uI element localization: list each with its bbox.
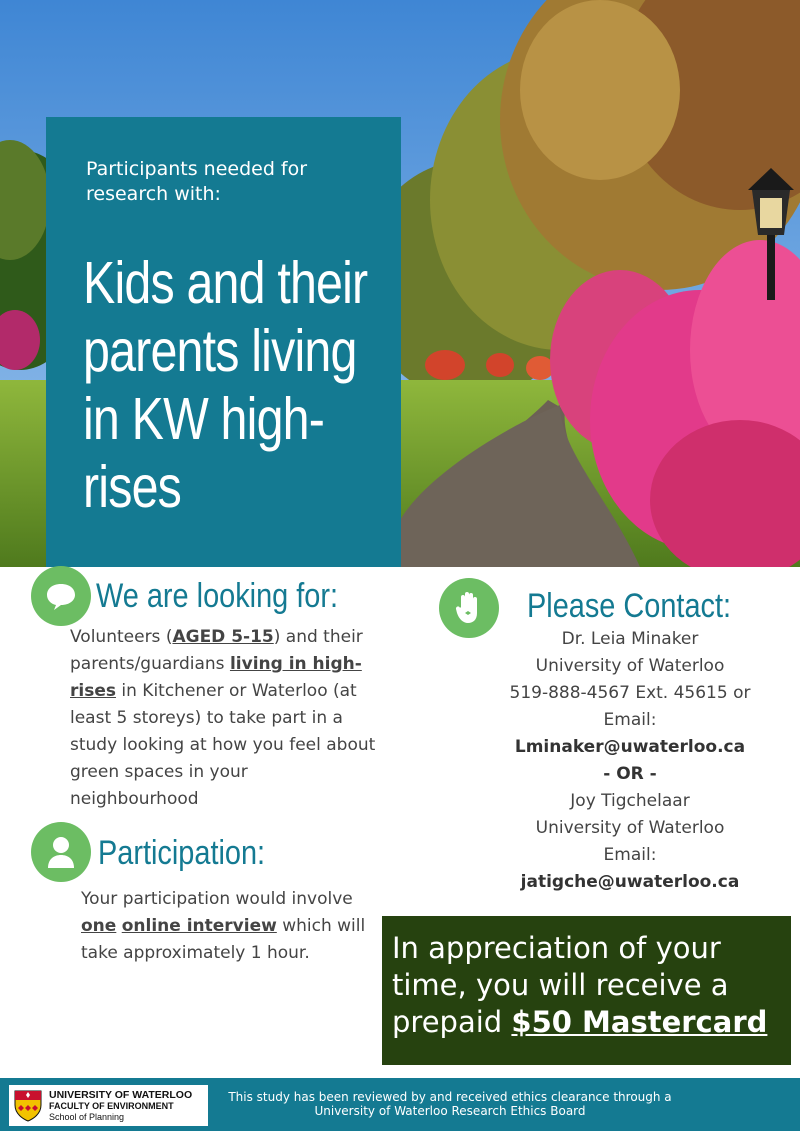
one-emphasis: one [81, 916, 117, 936]
participation-text: Your participation would involve one online interview which will take approximately 1 hour. [81, 889, 366, 963]
crest-icon [13, 1089, 43, 1122]
footer [0, 1078, 800, 1131]
logo-school: School of Planning [49, 1112, 125, 1122]
email-label-2: Email: [603, 845, 657, 865]
online-interview-emphasis: online interview [121, 916, 277, 936]
email-link-2[interactable]: jatigche@uwaterloo.ca [520, 872, 740, 892]
living-in-high-rises: living in high-rises [70, 654, 362, 701]
reward-amount: $50 Mastercard [511, 1005, 768, 1039]
title-box [46, 117, 401, 567]
reward-box [382, 916, 791, 1065]
contact-details [500, 626, 760, 896]
logo-university: UNIVERSITY OF WATERLOO [49, 1089, 193, 1101]
contact-phone: 519-888-4567 Ext. 45615 or [509, 683, 751, 703]
looking-for-text: Volunteers (AGED 5-15) and their parents/guardians living in high-rises in Kitchener or Waterloo (at least 5 storeys) to take part in a study looking at how you feel about green spaces in your neighbourhood [70, 627, 376, 809]
or-separator: - OR - [603, 764, 657, 784]
email-link-1[interactable]: Lminaker@uwaterloo.ca [514, 737, 746, 757]
participation-heading: Participation: [98, 834, 266, 872]
contact-name-1: Dr. Leia Minaker [561, 629, 699, 649]
university-logo [9, 1085, 208, 1126]
raised-hand-icon [439, 578, 499, 638]
ethics-statement: This study has been reviewed by and received ethics clearance through a University of Waterloo Research Ethics Board [228, 1090, 672, 1118]
logo-faculty: FACULTY OF ENVIRONMENT [49, 1101, 174, 1111]
person-icon [31, 822, 91, 882]
intro-text: Participants needed for research with: [86, 158, 308, 205]
contact-org-1: University of Waterloo [535, 656, 725, 676]
looking-for-heading: We are looking for: [96, 577, 339, 615]
age-range: AGED 5-15 [172, 627, 274, 647]
speech-bubble-icon [31, 566, 91, 626]
page-title: Kids and their parents living in KW high-rises [83, 250, 368, 520]
contact-name-2: Joy Tigchelaar [570, 791, 690, 811]
contact-heading: Please Contact: [527, 587, 732, 625]
email-label-1: Email: [603, 710, 657, 730]
reward-text: In appreciation of your time, you will receive a prepaid [392, 931, 729, 1039]
contact-org-2: University of Waterloo [535, 818, 725, 838]
